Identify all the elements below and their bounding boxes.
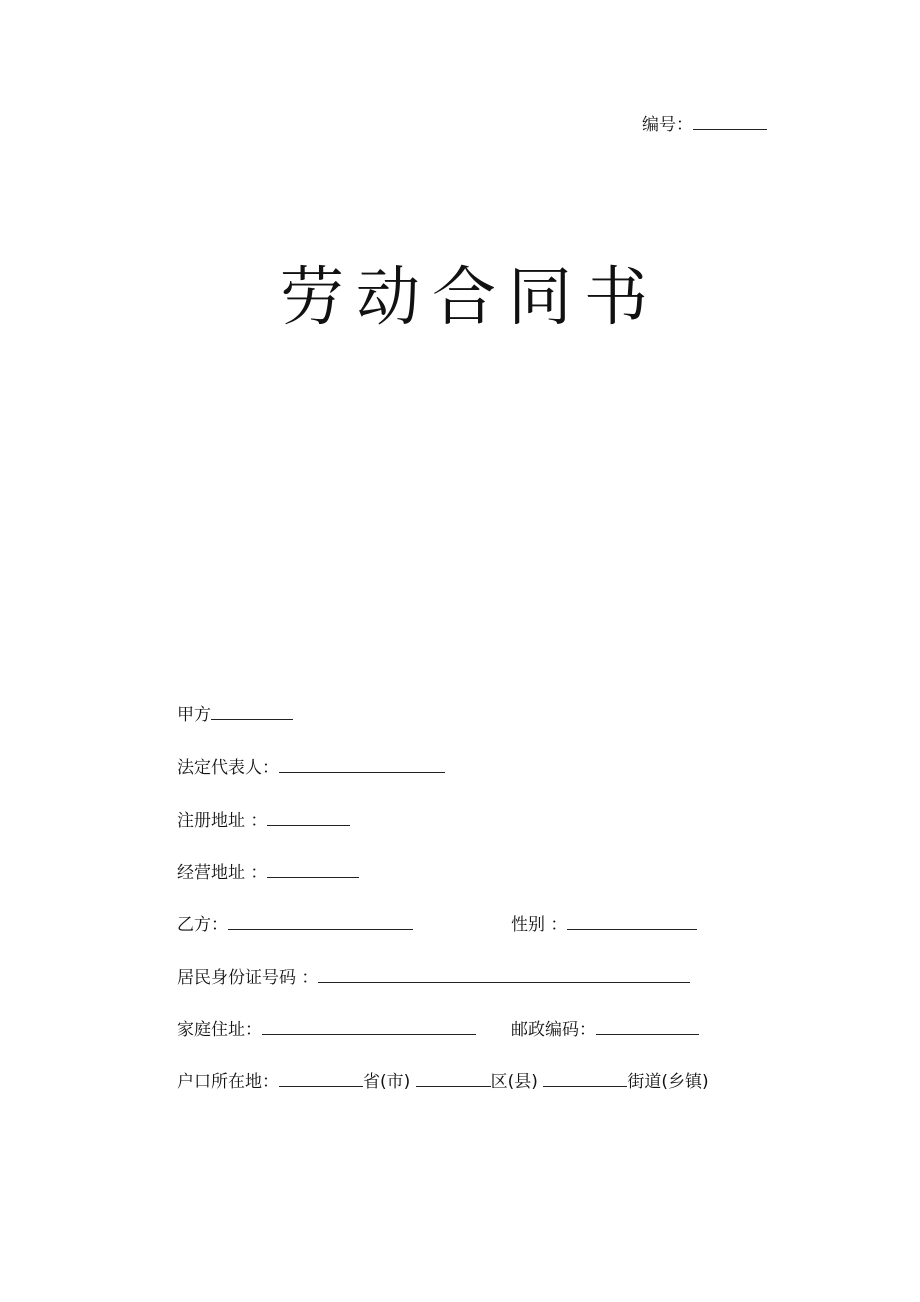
party-a-blank[interactable]	[211, 703, 293, 720]
document-title: 劳动合同书	[280, 261, 660, 335]
biz-address-blank[interactable]	[267, 861, 359, 878]
district-blank[interactable]	[416, 1070, 491, 1087]
legal-rep-line	[177, 756, 445, 779]
party-a-line	[177, 703, 293, 726]
postal-code-label: 邮政编码：	[511, 1020, 596, 1040]
serial-number-label: 编号：	[642, 115, 693, 135]
serial-number-line	[642, 113, 767, 136]
gender-line	[511, 913, 697, 936]
biz-address-label: 经营地址 ：	[177, 863, 268, 883]
reg-address-label: 注册地址 ：	[177, 811, 268, 831]
province-blank[interactable]	[279, 1070, 363, 1087]
legal-rep-blank[interactable]	[279, 756, 445, 773]
party-a-label: 甲方	[177, 705, 211, 725]
home-address-line	[177, 1018, 476, 1041]
postal-code-blank[interactable]	[596, 1018, 699, 1035]
serial-number-blank[interactable]	[693, 113, 767, 130]
street-label: 街道(乡镇)	[627, 1072, 709, 1092]
home-address-blank[interactable]	[262, 1018, 476, 1035]
party-b-line	[177, 913, 413, 936]
reg-address-line	[177, 809, 350, 832]
id-number-blank[interactable]	[318, 966, 690, 983]
hukou-line	[177, 1070, 709, 1093]
home-address-label: 家庭住址：	[177, 1020, 262, 1040]
id-number-label: 居民身份证号码 ：	[177, 968, 319, 988]
party-b-blank[interactable]	[228, 913, 413, 930]
id-number-line	[177, 966, 690, 989]
gender-label: 性别 ：	[511, 915, 568, 935]
gender-blank[interactable]	[567, 913, 697, 930]
street-blank[interactable]	[543, 1070, 627, 1087]
reg-address-blank[interactable]	[267, 809, 350, 826]
province-label: 省(市)	[363, 1072, 411, 1092]
hukou-label: 户口所在地：	[177, 1072, 279, 1092]
biz-address-line	[177, 861, 359, 884]
party-b-label: 乙方：	[177, 915, 228, 935]
district-label: 区(县)	[490, 1072, 538, 1092]
legal-rep-label: 法定代表人：	[177, 758, 279, 778]
postal-code-line	[511, 1018, 699, 1041]
